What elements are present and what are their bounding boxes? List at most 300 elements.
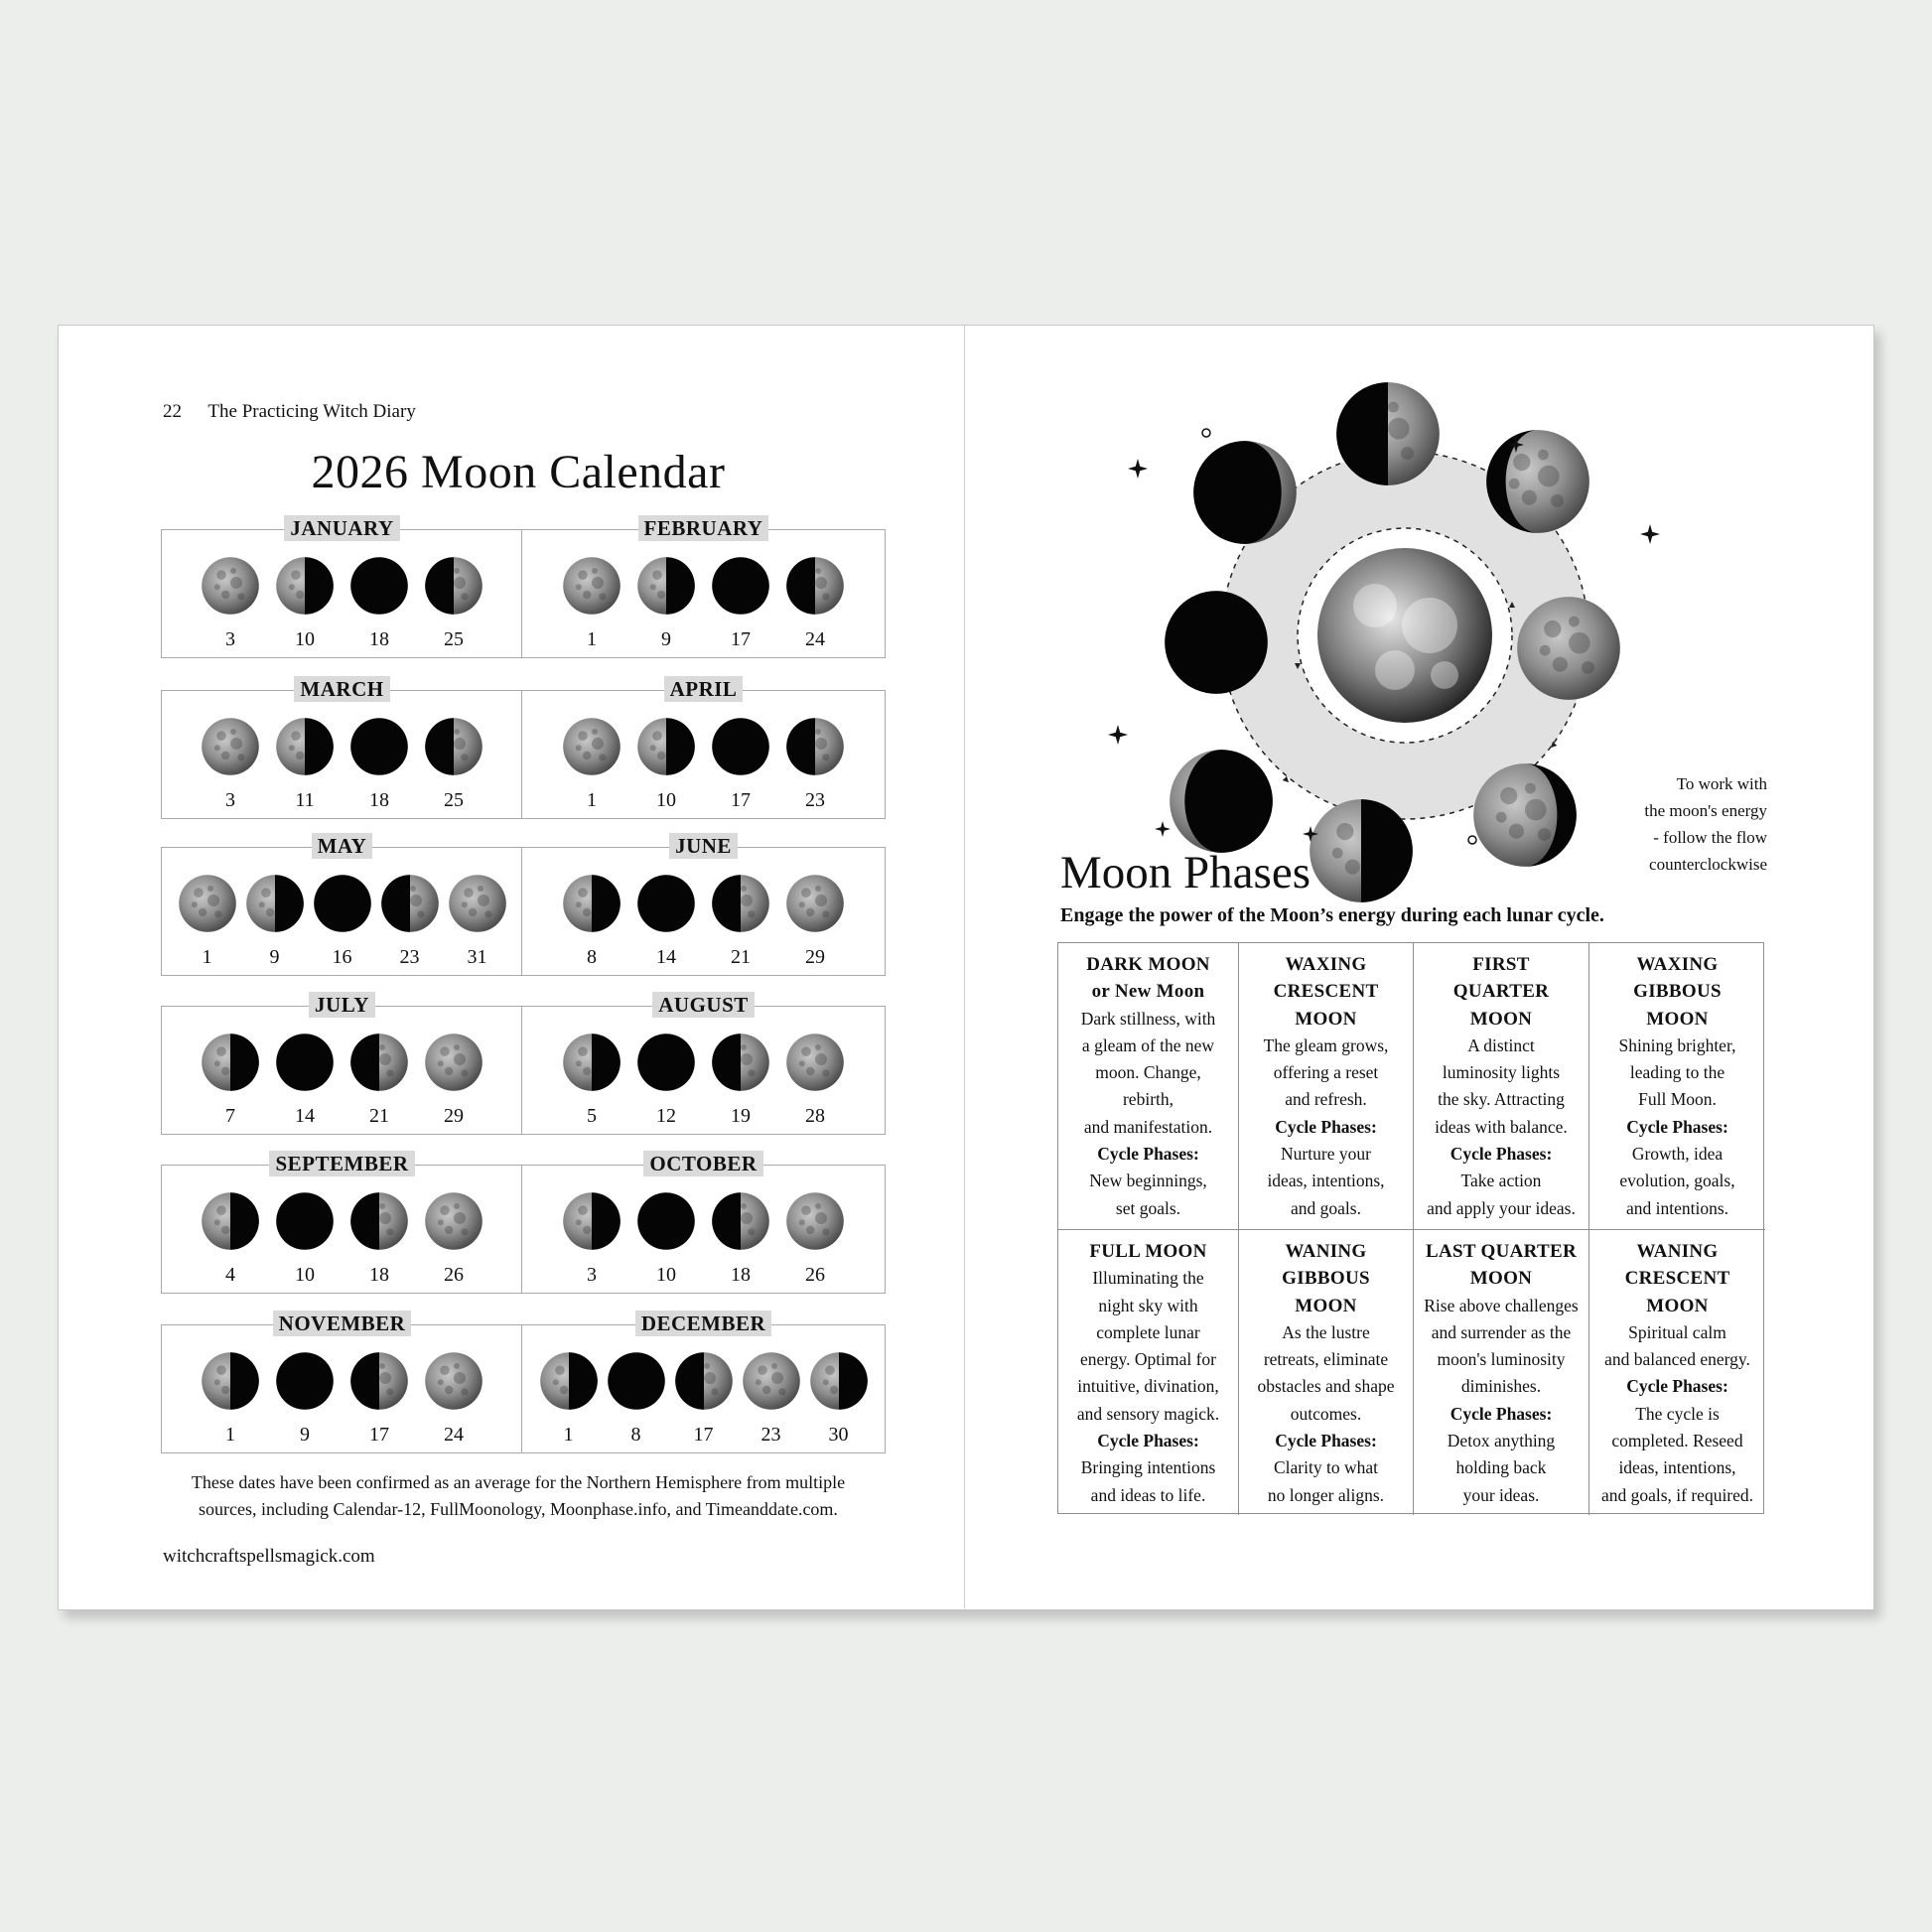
source-note-line: sources, including Calendar-12, FullMoonology, Moonphase.info, and Timeanddate.com.: [199, 1499, 838, 1519]
moon-phases-title: Moon Phases: [1060, 847, 1311, 898]
phase-cell: [1589, 1230, 1765, 1515]
moon-day: 9: [269, 946, 280, 968]
moon-day: 5: [587, 1105, 597, 1127]
phase-table: [1057, 942, 1764, 1514]
phase-name: CRESCENT: [1624, 1268, 1730, 1290]
moon-day: 1: [587, 628, 597, 650]
moon-date: [194, 1033, 268, 1128]
moon-row: [522, 1351, 885, 1447]
moon-day: 28: [805, 1105, 825, 1127]
full-moon-icon: [201, 556, 260, 616]
lastq-moon-icon: [201, 1191, 260, 1251]
month-august: [521, 993, 886, 1135]
phase-name: LAST QUARTER: [1426, 1241, 1577, 1262]
moon-date: [555, 874, 629, 969]
month-name: JULY: [309, 992, 375, 1018]
moon-date: [805, 1351, 873, 1447]
month-label: [162, 993, 522, 1018]
arrow-icon: [1286, 779, 1287, 780]
moon-day: 23: [399, 946, 420, 968]
moon-day: 18: [369, 1264, 389, 1286]
cycle-phases-text: and goals.: [1291, 1197, 1361, 1218]
lastq-moon-icon: [562, 1033, 621, 1092]
cycle-phases-text: Bringing intentions: [1080, 1457, 1216, 1478]
cycle-phases-label: Cycle Phases:: [1097, 1144, 1199, 1165]
moon-row: [162, 556, 522, 651]
month-february: [521, 516, 886, 658]
earth-cloud: [1375, 650, 1415, 690]
phase-name: CRESCENT: [1273, 981, 1379, 1003]
new-moon-icon: [313, 874, 372, 933]
moon-day: 3: [587, 1264, 597, 1286]
earth-cloud: [1353, 584, 1397, 627]
phase-name: MOON: [1469, 1268, 1533, 1290]
moon-phases-subtitle: Engage the power of the Moon’s energy during each lunar cycle.: [1060, 904, 1604, 926]
moon-row: [162, 1033, 522, 1128]
month-label: [522, 516, 885, 541]
phase-description: diminishes.: [1460, 1376, 1542, 1397]
cycle-phases-text: Clarity to what: [1274, 1457, 1378, 1478]
calendar-title: 2026 Moon Calendar: [311, 446, 726, 498]
moon-date: [194, 556, 268, 651]
phase-description: the sky. Attracting: [1438, 1089, 1565, 1110]
ring-waning-gibbous-moon-icon: [1473, 763, 1577, 867]
book-title: The Practicing Witch Diary: [207, 401, 416, 422]
moon-date: [704, 1191, 778, 1287]
phase-name: GIBBOUS: [1633, 981, 1722, 1003]
month-december: [521, 1311, 886, 1453]
moon-row: [162, 1351, 522, 1447]
firstq-moon-icon: [424, 717, 483, 776]
moon-day: 9: [661, 628, 671, 650]
running-header: [163, 401, 416, 423]
moon-day: 14: [656, 946, 676, 968]
moon-date: [629, 1033, 704, 1128]
moon-date: [309, 874, 376, 969]
lastq-moon-icon: [539, 1351, 599, 1411]
moon-date: [704, 874, 778, 969]
moon-date: [670, 1351, 738, 1447]
moon-date: [417, 1033, 491, 1128]
cycle-phases-text: Nurture your: [1281, 1144, 1371, 1165]
full-moon-icon: [785, 1033, 845, 1092]
moon-day: 9: [300, 1424, 310, 1446]
cycle-phases-text: Growth, idea: [1631, 1144, 1724, 1165]
phase-description: As the lustre: [1282, 1321, 1370, 1342]
moon-date: [704, 1033, 778, 1128]
phase-description: Full Moon.: [1638, 1089, 1717, 1110]
cycle-phases-text: and intentions.: [1625, 1197, 1729, 1218]
month-october: [521, 1152, 886, 1294]
moon-day: 24: [805, 628, 825, 650]
moon-day: 3: [225, 789, 235, 811]
moon-day: 23: [760, 1424, 781, 1446]
moon-date: [629, 717, 704, 812]
moon-day: 4: [225, 1264, 235, 1286]
full-moon-icon: [424, 1191, 483, 1251]
moon-day: 14: [295, 1105, 315, 1127]
ring-full-moon-icon: [1517, 597, 1620, 700]
phase-name: MOON: [1469, 1008, 1533, 1030]
moon-day: 17: [369, 1424, 389, 1446]
month-april: [521, 677, 886, 819]
moon-date: [417, 556, 491, 651]
full-moon-icon: [785, 1191, 845, 1251]
cycle-phases-text: and apply your ideas.: [1427, 1197, 1576, 1218]
month-label: [162, 516, 522, 541]
new-moon-icon: [711, 717, 770, 776]
phase-name: MOON: [1646, 1295, 1709, 1316]
month-label: [522, 993, 885, 1018]
new-moon-icon: [607, 1351, 666, 1411]
moon-day: 31: [467, 946, 487, 968]
phase-description: and balanced energy.: [1604, 1349, 1750, 1370]
moon-day: 7: [225, 1105, 235, 1127]
full-moon-icon: [424, 1033, 483, 1092]
cycle-phases-text: and goals, if required.: [1600, 1484, 1754, 1505]
month-may: [161, 834, 523, 976]
phase-description: a gleam of the new: [1081, 1035, 1215, 1055]
moon-day: 8: [587, 946, 597, 968]
cycle-phases-label: Cycle Phases:: [1449, 1144, 1553, 1165]
moon-date: [343, 717, 417, 812]
month-name: OCTOBER: [643, 1151, 762, 1176]
website-url: witchcraftspellsmagick.com: [163, 1546, 375, 1567]
moon-date: [555, 717, 629, 812]
phase-name: QUARTER: [1452, 981, 1550, 1003]
new-moon-icon: [636, 1191, 696, 1251]
cycle-phases-text: set goals.: [1115, 1197, 1181, 1218]
firstq-moon-icon: [380, 874, 440, 933]
sparkle-icon: [1155, 821, 1171, 837]
firstq-moon-icon: [711, 1191, 770, 1251]
cycle-phases-text: The cycle is: [1635, 1403, 1720, 1424]
moon-date: [629, 1191, 704, 1287]
moon-day: 1: [202, 946, 212, 968]
flow-note-line: the moon's energy: [1644, 801, 1767, 820]
moon-day: 25: [444, 628, 464, 650]
moon-date: [444, 874, 511, 969]
cycle-phases-text: ideas, intentions,: [1267, 1171, 1385, 1191]
moon-date: [555, 1191, 629, 1287]
phase-description: The gleam grows,: [1263, 1035, 1389, 1055]
month-january: [161, 516, 523, 658]
moon-date: [704, 556, 778, 651]
moon-day: 29: [805, 946, 825, 968]
moon-row: [162, 717, 522, 812]
sparkle-icon: [1640, 524, 1660, 544]
moon-row: [162, 874, 522, 969]
new-moon-icon: [275, 1191, 335, 1251]
phase-description: retreats, eliminate: [1263, 1349, 1389, 1370]
earth-cloud: [1402, 598, 1457, 653]
cycle-phases-text: Detox anything: [1447, 1431, 1556, 1451]
moon-date: [738, 1351, 805, 1447]
phase-description: offering a reset: [1273, 1062, 1379, 1083]
month-march: [161, 677, 523, 819]
month-september: [161, 1152, 523, 1294]
moon-day: 1: [225, 1424, 235, 1446]
month-name: SEPTEMBER: [269, 1151, 414, 1176]
moon-day: 17: [731, 628, 751, 650]
moon-date: [376, 874, 444, 969]
cycle-phases-label: Cycle Phases:: [1097, 1431, 1199, 1451]
full-moon-icon: [424, 1351, 483, 1411]
arrow-icon: [1553, 745, 1554, 746]
moon-date: [174, 874, 241, 969]
firstq-moon-icon: [711, 1033, 770, 1092]
cycle-phases-label: Cycle Phases:: [1449, 1403, 1553, 1424]
month-label: [162, 677, 522, 702]
phase-cell: [1239, 943, 1414, 1230]
full-moon-icon: [785, 874, 845, 933]
phase-description: intuitive, divination,: [1077, 1376, 1219, 1397]
moon-date: [343, 556, 417, 651]
month-name: MARCH: [294, 676, 389, 702]
moon-day: 18: [369, 628, 389, 650]
month-label: [522, 834, 885, 859]
moon-day: 10: [656, 789, 676, 811]
page-gutter: [964, 325, 965, 1608]
moon-day: 21: [731, 946, 751, 968]
moon-date: [778, 717, 853, 812]
month-label: [522, 1152, 885, 1176]
lastq-moon-icon: [809, 1351, 869, 1411]
month-name: FEBRUARY: [638, 515, 769, 541]
moon-date: [343, 1191, 417, 1287]
phase-description: Spiritual calm: [1628, 1321, 1726, 1342]
phase-description: energy. Optimal for: [1079, 1349, 1217, 1370]
phase-description: moon's luminosity: [1437, 1349, 1566, 1370]
month-label: [522, 677, 885, 702]
phase-description: Illuminating the: [1092, 1268, 1204, 1289]
moon-date: [629, 556, 704, 651]
phase-description: complete lunar: [1096, 1321, 1200, 1342]
phase-name: MOON: [1295, 1008, 1357, 1030]
new-moon-icon: [275, 1033, 335, 1092]
lastq-moon-icon: [201, 1351, 260, 1411]
phase-description: and surrender as the: [1431, 1321, 1572, 1342]
phase-description: and refresh.: [1285, 1089, 1367, 1110]
moon-day: 18: [731, 1264, 751, 1286]
phase-cell: [1414, 1230, 1589, 1515]
new-moon-icon: [711, 556, 770, 616]
lastq-moon-icon: [275, 556, 335, 616]
moon-day: 19: [731, 1105, 751, 1127]
moon-day: 16: [332, 946, 352, 968]
moon-day: 3: [225, 628, 235, 650]
moon-day: 26: [444, 1264, 464, 1286]
month-name: DECEMBER: [635, 1311, 771, 1336]
phase-description: rebirth,: [1122, 1089, 1174, 1110]
lastq-moon-icon: [636, 556, 696, 616]
moon-day: 24: [444, 1424, 464, 1446]
moon-date: [778, 1191, 853, 1287]
cycle-phases-text: New beginnings,: [1089, 1171, 1207, 1191]
lastq-moon-icon: [245, 874, 305, 933]
moon-date: [268, 1351, 343, 1447]
firstq-moon-icon: [424, 556, 483, 616]
moon-day: 10: [656, 1264, 676, 1286]
full-moon-icon: [201, 717, 260, 776]
moon-date: [417, 1191, 491, 1287]
moon-day: 1: [563, 1424, 574, 1446]
flow-note-line: - follow the flow: [1653, 828, 1767, 847]
moon-date: [778, 1033, 853, 1128]
moon-date: [417, 1351, 491, 1447]
phase-name: MOON: [1646, 1008, 1709, 1030]
moon-row: [522, 1191, 885, 1287]
cycle-phases-text: holding back: [1455, 1457, 1547, 1478]
moon-day: 11: [295, 789, 315, 811]
moon-date: [194, 717, 268, 812]
phase-cell: [1058, 943, 1239, 1230]
phase-description: luminosity lights: [1442, 1062, 1561, 1083]
moon-row: [162, 1191, 522, 1287]
moon-date: [417, 717, 491, 812]
moon-day: 1: [587, 789, 597, 811]
lastq-moon-icon: [562, 874, 621, 933]
phase-cell: [1058, 1230, 1239, 1515]
firstq-moon-icon: [785, 717, 845, 776]
moon-date: [268, 717, 343, 812]
moon-date: [778, 556, 853, 651]
cycle-phases-text: and ideas to life.: [1090, 1484, 1206, 1505]
moon-phase-diagram: [1102, 377, 1678, 913]
lastq-moon-icon: [275, 717, 335, 776]
cycle-phases-label: Cycle Phases:: [1626, 1376, 1728, 1397]
firstq-moon-icon: [785, 556, 845, 616]
phase-cell: [1239, 1230, 1414, 1515]
moon-date: [555, 556, 629, 651]
ring-new-moon-icon: [1165, 591, 1268, 694]
earth-cloud: [1431, 661, 1458, 689]
small-circle-icon: [1202, 429, 1210, 437]
cycle-phases-text: evolution, goals,: [1619, 1171, 1735, 1191]
flow-note-line: To work with: [1676, 774, 1767, 793]
phase-name: WANING: [1636, 1241, 1719, 1262]
moon-day: 10: [295, 628, 315, 650]
phase-description: obstacles and shape: [1257, 1376, 1395, 1397]
month-name: JUNE: [669, 833, 738, 859]
month-label: [162, 1152, 522, 1176]
cycle-phases-text: completed. Reseed: [1611, 1431, 1743, 1451]
phase-name: MOON: [1295, 1295, 1357, 1316]
moon-date: [268, 1033, 343, 1128]
lastq-moon-icon: [562, 1191, 621, 1251]
moon-date: [194, 1191, 268, 1287]
phase-name: WANING: [1285, 1241, 1367, 1262]
moon-day: 21: [369, 1105, 389, 1127]
month-july: [161, 993, 523, 1135]
phase-description: night sky with: [1098, 1295, 1198, 1315]
flow-note: [1608, 770, 1767, 878]
moon-day: 30: [828, 1424, 849, 1446]
sparkle-icon: [1128, 459, 1148, 479]
source-note-line: These dates have been confirmed as an average for the Northern Hemisphere from multiple: [191, 1472, 846, 1492]
full-moon-icon: [742, 1351, 801, 1411]
moon-row: [522, 556, 885, 651]
moon-day: 17: [731, 789, 751, 811]
phase-description: A distinct: [1467, 1035, 1535, 1055]
phase-cell: [1589, 943, 1765, 1230]
moon-date: [603, 1351, 670, 1447]
moon-date: [343, 1351, 417, 1447]
phase-name: FULL MOON: [1089, 1241, 1207, 1262]
moon-date: [555, 1033, 629, 1128]
phase-name: GIBBOUS: [1282, 1268, 1370, 1290]
ring-waxing-gibbous-moon-icon: [1486, 430, 1589, 533]
firstq-moon-icon: [349, 1351, 409, 1411]
moon-day: 18: [369, 789, 389, 811]
source-note: [161, 1469, 876, 1523]
cycle-phases-label: Cycle Phases:: [1275, 1431, 1377, 1451]
firstq-moon-icon: [349, 1033, 409, 1092]
ring-waning-crescent-moon-icon: [1170, 750, 1273, 853]
phase-description: and sensory magick.: [1076, 1403, 1220, 1424]
full-moon-icon: [448, 874, 507, 933]
moon-row: [522, 1033, 885, 1128]
phase-description: Rise above challenges: [1424, 1295, 1579, 1315]
full-moon-icon: [562, 717, 621, 776]
cycle-phases-text: ideas, intentions,: [1618, 1457, 1736, 1478]
moon-date: [778, 874, 853, 969]
cycle-phases-label: Cycle Phases:: [1275, 1116, 1377, 1137]
new-moon-icon: [275, 1351, 335, 1411]
moon-row: [522, 874, 885, 969]
phase-cell: [1414, 943, 1589, 1230]
moon-date: [268, 556, 343, 651]
moon-date: [268, 1191, 343, 1287]
month-november: [161, 1311, 523, 1453]
moon-day: 8: [630, 1424, 641, 1446]
cycle-phases-text: your ideas.: [1462, 1484, 1540, 1505]
month-label: [522, 1311, 885, 1336]
full-moon-icon: [178, 874, 237, 933]
phase-description: Dark stillness, with: [1080, 1008, 1216, 1029]
month-june: [521, 834, 886, 976]
phase-name: WAXING: [1285, 954, 1367, 975]
moon-day: 23: [805, 789, 825, 811]
lastq-moon-icon: [636, 717, 696, 776]
moon-date: [629, 874, 704, 969]
sparkle-icon: [1108, 725, 1128, 745]
firstq-moon-icon: [711, 874, 770, 933]
page-number: 22: [163, 401, 182, 422]
moon-day: 17: [693, 1424, 714, 1446]
ring-lastq-moon-icon: [1310, 799, 1413, 902]
moon-date: [535, 1351, 603, 1447]
phase-description: outcomes.: [1290, 1403, 1362, 1424]
moon-day: 10: [295, 1264, 315, 1286]
month-name: NOVEMBER: [273, 1311, 412, 1336]
phase-description: leading to the: [1629, 1062, 1725, 1083]
month-name: JANUARY: [284, 515, 399, 541]
moon-date: [704, 717, 778, 812]
phase-description: moon. Change,: [1095, 1062, 1201, 1083]
flow-note-line: counterclockwise: [1649, 855, 1767, 874]
cycle-phases-label: Cycle Phases:: [1626, 1116, 1728, 1137]
lastq-moon-icon: [201, 1033, 260, 1092]
new-moon-icon: [636, 874, 696, 933]
moon-day: 29: [444, 1105, 464, 1127]
phase-subname: or New Moon: [1091, 981, 1205, 1003]
phase-description: and manifestation.: [1083, 1116, 1213, 1137]
firstq-moon-icon: [674, 1351, 734, 1411]
moon-day: 26: [805, 1264, 825, 1286]
month-name: AUGUST: [652, 992, 755, 1018]
month-label: [162, 1311, 522, 1336]
